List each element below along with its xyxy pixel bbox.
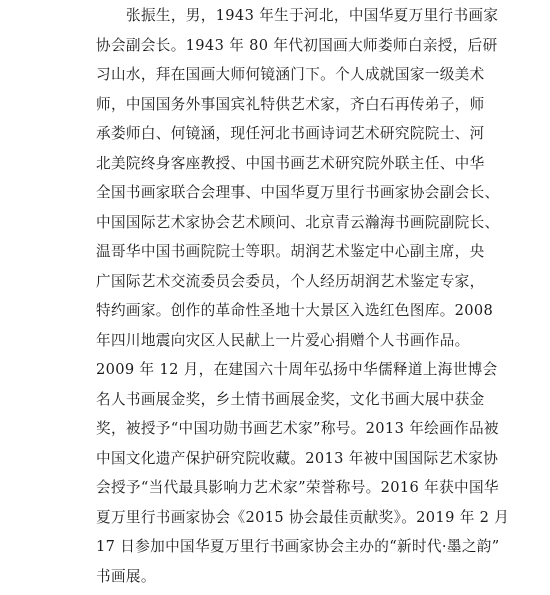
- text-line: 协会副会长。1943 年 80 年代初国画大师娄师白亲授，后研: [96, 36, 498, 54]
- text-line: 书画展。: [96, 567, 156, 585]
- text-line: 全国书画家联合会理事、中国华夏万里行书画家协会副会长、: [96, 184, 500, 201]
- text-line: 特约画家。创作的革命性圣地十大景区入选红色图库。2008: [96, 302, 494, 319]
- text-line: 中国文化遗产保护研究院收藏。2013 年被中国国际艺术家协: [96, 449, 499, 467]
- text-line: 师，中国国务外事国宾礼特供艺术家，齐白石再传弟子，师: [96, 95, 485, 113]
- text-line: 张振生，男，1943 年生于河北，中国华夏万里行书画家: [126, 7, 499, 24]
- text-line: 习山水，拜在国画大师何镜涵门下。个人成就国家一级美术: [96, 66, 485, 83]
- text-line: 温哥华中国书画院院士等职。胡润艺术鉴定中心副主席，央: [96, 243, 485, 260]
- text-line: 中国国际艺术家协会艺术顾问、北京青云瀚海书画院副院长、: [96, 213, 500, 231]
- text-line: 2009 年 12 月，在建国六十周年弘扬中华儒释道上海世博会: [96, 361, 498, 378]
- text-line: 承娄师白、何镜涵，现任河北书画诗词艺术研究院院士、河: [96, 125, 485, 142]
- text-line: 17 日参加中国华夏万里行书画家协会主办的“新时代·墨之韵”: [96, 538, 500, 555]
- text-line: 夏万里行书画家协会《2015 协会最佳贡献奖》。2019 年 2 月: [96, 508, 510, 526]
- text-line: 会授予“当代最具影响力艺术家”荣誉称号。2016 年获中国华: [96, 479, 499, 496]
- text-line: 广国际艺术交流委员会委员，个人经历胡润艺术鉴定专家，: [96, 272, 485, 290]
- text-line: 年四川地震向灾区人民献上一片爱心捐赠个人书画作品。: [96, 331, 470, 349]
- text-line: 名人书画展金奖，乡土情书画展金奖，文化书画大展中获金: [96, 390, 485, 408]
- text-line: 奖，被授予“中国功勋书画艺术家”称号。2013 年绘画作品被: [96, 420, 499, 437]
- text-line: 北美院终身客座教授、中国书画艺术研究院外联主任、中华: [96, 154, 485, 172]
